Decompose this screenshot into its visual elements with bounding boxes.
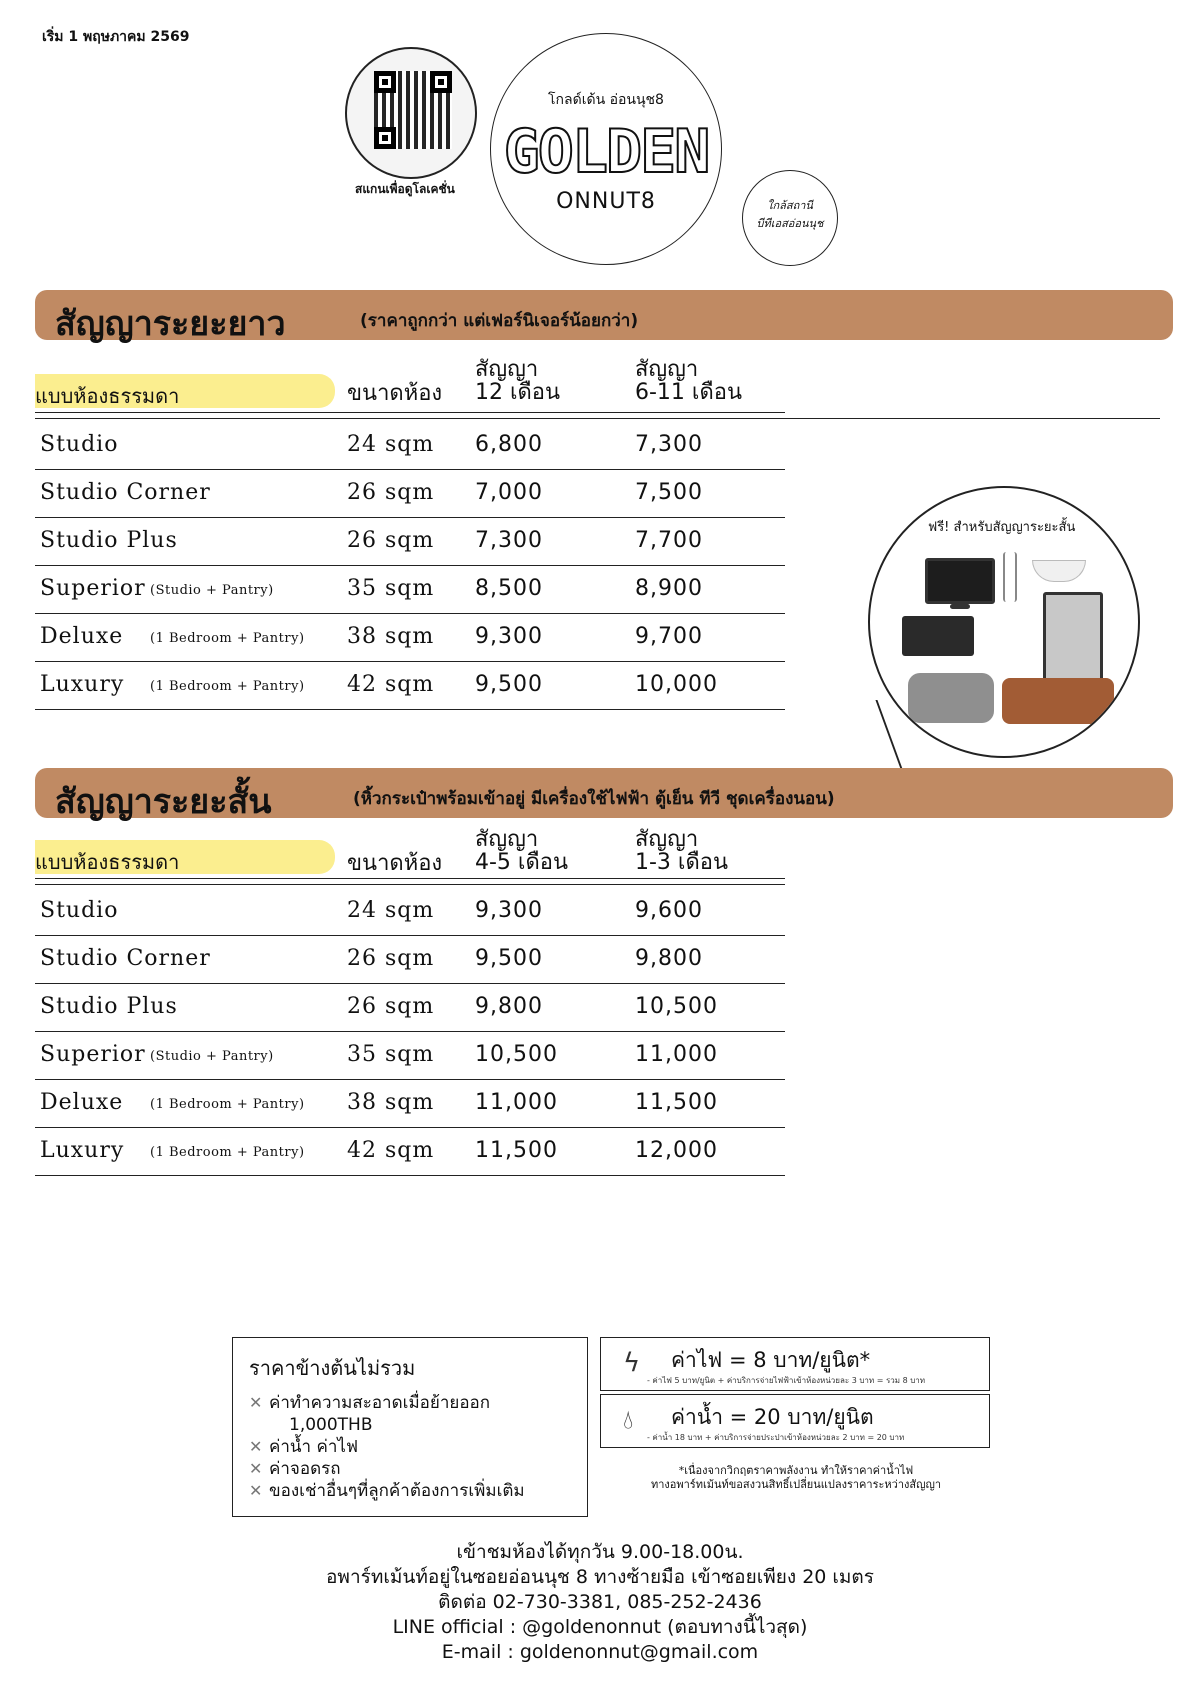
price-col-2: 9,600 [635, 898, 703, 923]
start-date: เริ่ม 1 พฤษภาคม 2569 [42, 29, 190, 45]
near-line-2: บีทีเอสอ่อนนุช [756, 216, 824, 230]
price-col-2: 10,000 [635, 672, 718, 697]
price-col-2: 9,700 [635, 624, 703, 649]
room-note: (Studio + Pantry) [150, 1049, 274, 1064]
brand-name: GOLDEN [503, 117, 709, 187]
room-name: Studio [40, 432, 119, 457]
price-header-1 [475, 828, 568, 874]
room-size: 26 sqm [347, 946, 435, 971]
room-name: Deluxe [40, 624, 124, 649]
room-size: 42 sqm [347, 1138, 435, 1163]
water-box [600, 1394, 990, 1448]
room-size: 38 sqm [347, 1090, 435, 1115]
location-text: อพาร์ทเม้นท์อยู่ในซอยอ่อนนุช 8 ทางซ้ายมือ เข้าซอยเพียง 20 เมตร [326, 1566, 874, 1588]
room-size: 24 sqm [347, 898, 435, 923]
brand-logo [490, 33, 722, 265]
price-header-2-b: 6-11 เดือน [635, 380, 742, 406]
bedding-image [908, 673, 994, 723]
room-name: Studio Corner [40, 946, 211, 971]
free-items-bubble [868, 486, 1140, 758]
table-row [35, 662, 785, 710]
price-col-2: 7,500 [635, 480, 703, 505]
excluded-item-detail: 1,000THB [289, 1415, 373, 1435]
brand-thai-name: โกลด์เด้น อ่อนนุช8 [548, 92, 664, 108]
water-rate: ค่าน้ำ = 20 บาท/ยูนิต [671, 1405, 874, 1429]
table-row [35, 1080, 785, 1128]
line-official-text[interactable]: LINE official : @goldenonnut (ตอบทางนี้ไวสุด) [392, 1616, 808, 1638]
room-name: Studio Corner [40, 480, 211, 505]
price-col-2: 11,500 [635, 1090, 718, 1115]
long-term-title: สัญญาระยะยาว [55, 304, 286, 344]
price-col-1: 9,800 [475, 994, 543, 1019]
room-name: Superior [40, 576, 146, 601]
price-col-2: 10,500 [635, 994, 718, 1019]
qr-code[interactable] [345, 47, 477, 179]
qr-finder [374, 71, 396, 93]
header-rule [35, 418, 1160, 419]
room-note: (1 Bedroom + Pantry) [150, 631, 305, 646]
price-col-1: 10,500 [475, 1042, 558, 1067]
long-term-subtitle: (ราคาถูกกว่า แต่เฟอร์นิเจอร์น้อยกว่า) [360, 311, 639, 331]
room-size: 42 sqm [347, 672, 435, 697]
contact-footer [0, 1540, 1200, 1665]
room-size: 26 sqm [347, 994, 435, 1019]
excluded-item: ✕ ค่าน้ำ ค่าไฟ [249, 1436, 571, 1458]
size-header: ขนาดห้อง [347, 851, 443, 876]
price-header-2 [635, 828, 728, 874]
bowl-image [1032, 560, 1086, 582]
price-header-2 [635, 358, 742, 404]
price-header-1 [475, 358, 560, 404]
price-col-1: 7,300 [475, 528, 543, 553]
table-row [35, 422, 785, 470]
table-row [35, 566, 785, 614]
header-rule [35, 878, 785, 879]
room-note: (1 Bedroom + Pantry) [150, 679, 305, 694]
price-col-1: 6,800 [475, 432, 543, 457]
room-note: (Studio + Pantry) [150, 583, 274, 598]
water-drop-icon: 💧︎ [623, 1405, 634, 1435]
room-name: Superior [40, 1042, 146, 1067]
price-col-2: 7,300 [635, 432, 703, 457]
lightning-icon: ϟ [623, 1348, 641, 1378]
microwave-image [902, 616, 974, 656]
header-rule [35, 884, 785, 885]
excluded-title: ราคาข้างต้นไม่รวม [249, 1356, 416, 1380]
price-col-2: 9,800 [635, 946, 703, 971]
room-note: (1 Bedroom + Pantry) [150, 1145, 305, 1160]
table-row [35, 614, 785, 662]
table-row [35, 984, 785, 1032]
opening-hours: เข้าชมห้องได้ทุกวัน 9.00-18.00น. [456, 1541, 744, 1563]
phone-text[interactable]: ติดต่อ 02-730-3381, 085-252-2436 [438, 1591, 762, 1613]
room-type-tag: แบบห้องธรรมดา [35, 840, 335, 874]
excluded-item: ✕ ค่าทำความสะอาดเมื่อย้ายออก [249, 1392, 571, 1414]
excluded-item: ✕ ค่าจอดรถ [249, 1458, 571, 1480]
price-header-1-b: 12 เดือน [475, 380, 561, 406]
qr-finder [430, 71, 452, 93]
qr-finder [374, 127, 396, 149]
email-text[interactable]: E-mail : goldenonnut@gmail.com [441, 1641, 759, 1663]
room-note: (1 Bedroom + Pantry) [150, 1097, 305, 1112]
water-note: - ค่าน้ำ 18 บาท + ค่าบริการจ่ายประปาเข้าห้องหน่วยละ 2 บาท = 20 บาท [647, 1433, 905, 1442]
price-header-1-a: สัญญา [475, 357, 539, 382]
utilities-footnote-2: ทางอพาร์ทเม้นท์ขอสงวนสิทธิ์เปลี่ยนแปลงราคาระหว่างสัญญา [650, 1478, 942, 1491]
room-type-tag: แบบห้องธรรมดา [35, 374, 335, 408]
price-col-1: 9,300 [475, 898, 543, 923]
table-row [35, 470, 785, 518]
room-size: 35 sqm [347, 576, 435, 601]
price-col-1: 11,000 [475, 1090, 558, 1115]
room-size: 35 sqm [347, 1042, 435, 1067]
qr-caption: สแกนเพื่อดูโลเคชั่น [355, 182, 455, 196]
price-header-1-a: สัญญา [475, 827, 539, 852]
brand-sub: ONNUT8 [556, 189, 656, 214]
price-header-2-a: สัญญา [635, 827, 699, 852]
price-col-2: 12,000 [635, 1138, 718, 1163]
size-header: ขนาดห้อง [347, 381, 443, 406]
sofa-image [1002, 678, 1114, 724]
table-row [35, 518, 785, 566]
room-size: 38 sqm [347, 624, 435, 649]
price-col-2: 7,700 [635, 528, 703, 553]
near-line-1: ใกล้สถานี [767, 199, 813, 212]
electricity-rate: ค่าไฟ = 8 บาท/ยูนิต* [671, 1348, 871, 1372]
near-bts-badge [742, 170, 838, 266]
room-name: Deluxe [40, 1090, 124, 1115]
price-col-1: 9,300 [475, 624, 543, 649]
short-term-subtitle: (หิ้วกระเป๋าพร้อมเข้าอยู่ มีเครื่องใช้ไฟฟ้า ตู้เย็น ทีวี ชุดเครื่องนอน) [353, 789, 835, 809]
room-size: 26 sqm [347, 528, 435, 553]
price-col-1: 11,500 [475, 1138, 558, 1163]
table-row [35, 1032, 785, 1080]
price-header-2-a: สัญญา [635, 357, 699, 382]
tv-image [925, 558, 995, 604]
excluded-box [232, 1337, 588, 1517]
short-term-title: สัญญาระยะสั้น [55, 782, 272, 822]
price-header-2-b: 1-3 เดือน [635, 850, 728, 876]
excluded-item: ✕ ของเช่าอื่นๆที่ลูกค้าต้องการเพิ่มเติม [249, 1480, 571, 1502]
utilities-footnote-1: *เนื่องจากวิกฤตราคาพลังงาน ทำให้ราคาค่าน้ำไฟ [678, 1464, 914, 1477]
room-size: 24 sqm [347, 432, 435, 457]
cutlery-image [1003, 552, 1017, 602]
price-col-1: 9,500 [475, 946, 543, 971]
room-name: Luxury [40, 672, 125, 697]
price-col-2: 11,000 [635, 1042, 718, 1067]
free-items-label: ฟรี! สำหรับสัญญาระยะสั้น [928, 520, 1076, 535]
tv-stand-image [950, 604, 970, 609]
room-name: Studio Plus [40, 528, 178, 553]
table-row [35, 888, 785, 936]
room-name: Studio [40, 898, 119, 923]
long-term-banner [35, 290, 1173, 344]
price-col-1: 8,500 [475, 576, 543, 601]
table-row [35, 936, 785, 984]
room-name: Luxury [40, 1138, 125, 1163]
price-col-2: 8,900 [635, 576, 703, 601]
price-col-1: 9,500 [475, 672, 543, 697]
header-rule [35, 412, 785, 413]
room-size: 26 sqm [347, 480, 435, 505]
price-col-1: 7,000 [475, 480, 543, 505]
fridge-image [1043, 592, 1103, 684]
price-header-1-b: 4-5 เดือน [475, 850, 568, 876]
electricity-note: - ค่าไฟ 5 บาท/ยูนิต + ค่าบริการจ่ายไฟฟ้าเข้าห้องหน่วยละ 3 บาท = รวม 8 บาท [647, 1376, 926, 1385]
utilities-footnote [604, 1464, 988, 1492]
electricity-box [600, 1337, 990, 1391]
table-row [35, 1128, 785, 1176]
short-term-banner [35, 768, 1173, 822]
room-name: Studio Plus [40, 994, 178, 1019]
